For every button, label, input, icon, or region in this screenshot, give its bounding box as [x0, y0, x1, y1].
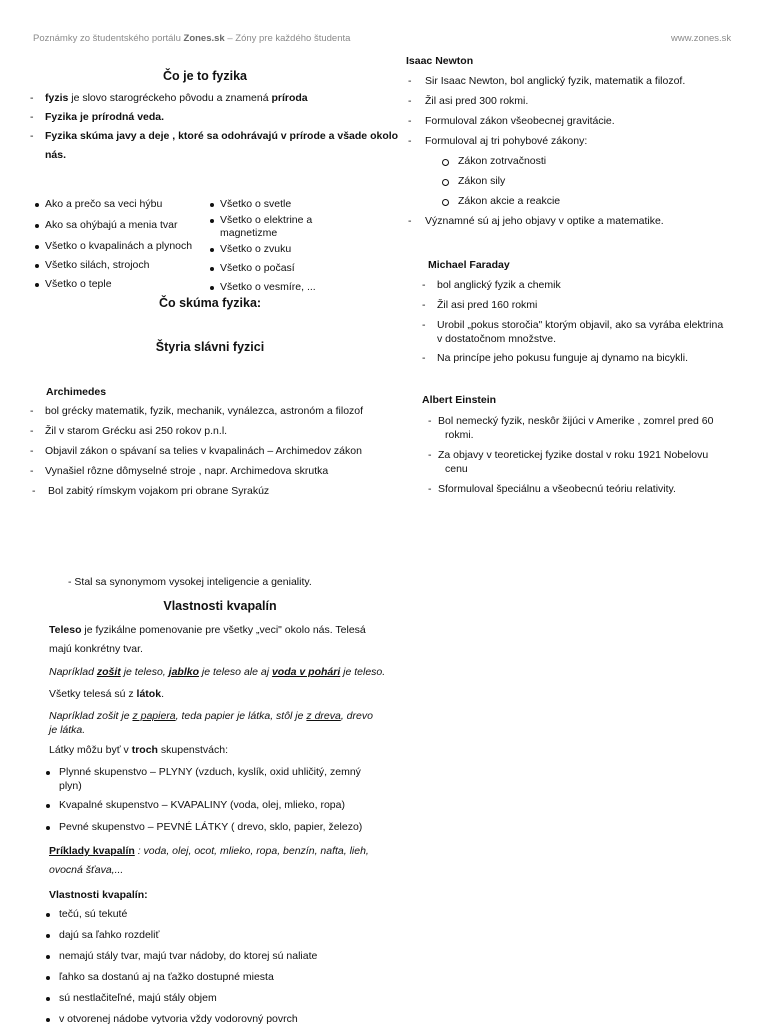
archimedes-list: [30, 405, 390, 505]
archimedes-name: Archimedes: [46, 386, 107, 398]
list-item: tečú, sú tekuté: [44, 908, 384, 929]
list-item: - Objavil zákon o spávaní sa telies v kvapalinách – Archimedov zákon: [30, 445, 362, 457]
list-item: Ako sa ohýbajú a menia tvar: [33, 219, 203, 240]
list-item: - Bol zabitý rímskym vojakom pri obrane Syrakúz: [32, 485, 270, 497]
list-item: - Za objavy v teoretickej fyzike dostal v roku 1921 Nobelovu: [428, 449, 709, 461]
list-item: Všetko o kvapalinách a plynoch: [33, 240, 203, 259]
list-item: Všetko o vesmíre, ...: [208, 281, 358, 300]
law-item: Zákon zotrvačnosti: [408, 155, 748, 175]
list-item: - Vynašiel rôzne dômyselné stroje , napr. Archimedova skrutka: [30, 465, 329, 477]
intro-item: - Fyzika je prírodná veda.: [30, 111, 165, 123]
page-header-right: www.zones.sk: [671, 33, 732, 44]
faraday-list: [422, 279, 752, 372]
list-item: - Žil asi pred 300 rokmi.: [408, 95, 529, 107]
list-item: Ako a prečo sa veci hýbu: [33, 198, 203, 219]
list-item: - Bol nemecký fyzik, neskôr žijúci v Amerike , zomrel pred 60: [428, 415, 714, 427]
physics-intro: [30, 92, 399, 168]
famous-physicists-title: Štyria slávni fyzici: [155, 340, 265, 354]
law-item: Zákon sily: [408, 175, 748, 195]
list-item: - bol anglický fyzik a chemik: [422, 279, 561, 291]
body-paragraph: Látky môžu byť v troch skupenstvách:: [49, 744, 229, 756]
intro-item: - Fyzika skúma javy a deje , ktoré sa odohrávajú v prírode a všade okolo: [30, 130, 399, 142]
list-item-continued: rokmi.: [445, 429, 474, 441]
newton-list: [408, 75, 748, 235]
list-item: - Významné sú aj jeho objavy v optike a matematike.: [408, 215, 664, 227]
einstein-name: Albert Einstein: [422, 394, 497, 406]
list-item: Všetko o teple: [33, 278, 203, 297]
list-item-continued: v dostatočnom množstve.: [437, 333, 557, 345]
body-paragraph: Teleso je fyzikálne pomenovanie pre všetky „veci" okolo nás. Telesá majú konkrétny tvar.: [49, 624, 366, 655]
archimedes-extra: - Stal sa synonymom vysokej inteligencie a geniality.: [68, 576, 312, 588]
list-item: Všetko o svetle: [208, 198, 358, 214]
list-item: Kvapalné skupenstvo – KVAPALINY (voda, olej, mlieko, ropa): [44, 799, 384, 821]
example-paragraph: Napríklad zošit je z papiera, teda papier je látka, stôl je z dreva, drevo je látka.: [49, 710, 373, 736]
list-item: Všetko o počasí: [208, 262, 358, 281]
list-item-continued: cenu: [445, 463, 468, 475]
list-item-continued: plyn): [59, 780, 82, 792]
page-header-left: Poznámky zo študentského portálu Zones.sk – Zóny pre každého študenta: [33, 33, 351, 44]
newton-name: Isaac Newton: [406, 55, 474, 67]
states-list: [44, 766, 384, 841]
einstein-list: [428, 415, 748, 503]
list-item: - Žil v starom Grécku asi 250 rokov p.n.l.: [30, 425, 228, 437]
list-item: Všetko o zvuku: [208, 243, 358, 262]
list-item: dajú sa ľahko rozdeliť: [44, 929, 384, 950]
list-item: - Sformuloval špeciálnu a všeobecnú teóriu relativity.: [428, 483, 676, 495]
properties-title: Vlastnosti kvapalín:: [49, 889, 148, 901]
list-item-continued: magnetizme: [220, 227, 278, 239]
list-item: Plynné skupenstvo – PLYNY (vzduch, kyslík, oxid uhličitý, zemný: [44, 766, 384, 780]
list-item: Pevné skupenstvo – PEVNÉ LÁTKY ( drevo, sklo, papier, železo): [44, 821, 384, 841]
list-item: - Sir Isaac Newton, bol anglický fyzik, matematik a filozof.: [408, 75, 686, 87]
what-physics-studies-title: Čo skúma fyzika:: [158, 296, 262, 310]
intro-item-continued: nás.: [45, 149, 67, 161]
list-item: - Žil asi pred 160 rokmi: [422, 299, 538, 311]
list-item: - Na princípe jeho pokusu funguje aj dynamo na bicykli.: [422, 352, 688, 364]
example-paragraph: Napríklad zošit je teleso, jablko je teleso ale aj voda v pohári je teleso.: [49, 666, 386, 678]
list-item: - Urobil „pokus storočia" ktorým objavil, ako sa vyrába elektrina: [422, 319, 724, 331]
list-item: v otvorenej nádobe vytvoria vždy vodorovný povrch: [44, 1013, 384, 1034]
list-item: Všetko o elektrine a: [208, 214, 358, 227]
intro-item: - fyzis je slovo starogréckeho pôvodu a znamená príroda: [30, 92, 308, 104]
list-item: sú nestlačiteľné, majú stály objem: [44, 992, 384, 1013]
law-item: Zákon akcie a reakcie: [408, 195, 748, 215]
list-item: nemajú stály tvar, majú tvar nádoby, do ktorej sú naliate: [44, 950, 384, 971]
physics-list-right: [208, 198, 358, 300]
properties-list: [44, 908, 384, 1034]
faraday-name: Michael Faraday: [428, 259, 510, 271]
list-item: - Formuloval zákon všeobecnej gravitácie.: [408, 115, 615, 127]
physics-list-left: [33, 198, 203, 297]
list-item: - bol grécky matematik, fyzik, mechanik, vynálezca, astronóm a filozof: [30, 405, 364, 417]
list-item: Všetko silách, strojoch: [33, 259, 203, 278]
list-item: ľahko sa dostanú aj na ťažko dostupné miesta: [44, 971, 384, 992]
body-paragraph: Všetky telesá sú z látok.: [49, 688, 164, 700]
physics-title: Čo je to fyzika: [162, 69, 248, 83]
list-item: - Formuloval aj tri pohybové zákony:: [408, 135, 588, 147]
liquid-examples: Príklady kvapalín : voda, olej, ocot, mlieko, ropa, benzín, nafta, lieh, ovocná šťava,...: [49, 845, 369, 876]
liquids-title: Vlastnosti kvapalín: [163, 599, 277, 613]
